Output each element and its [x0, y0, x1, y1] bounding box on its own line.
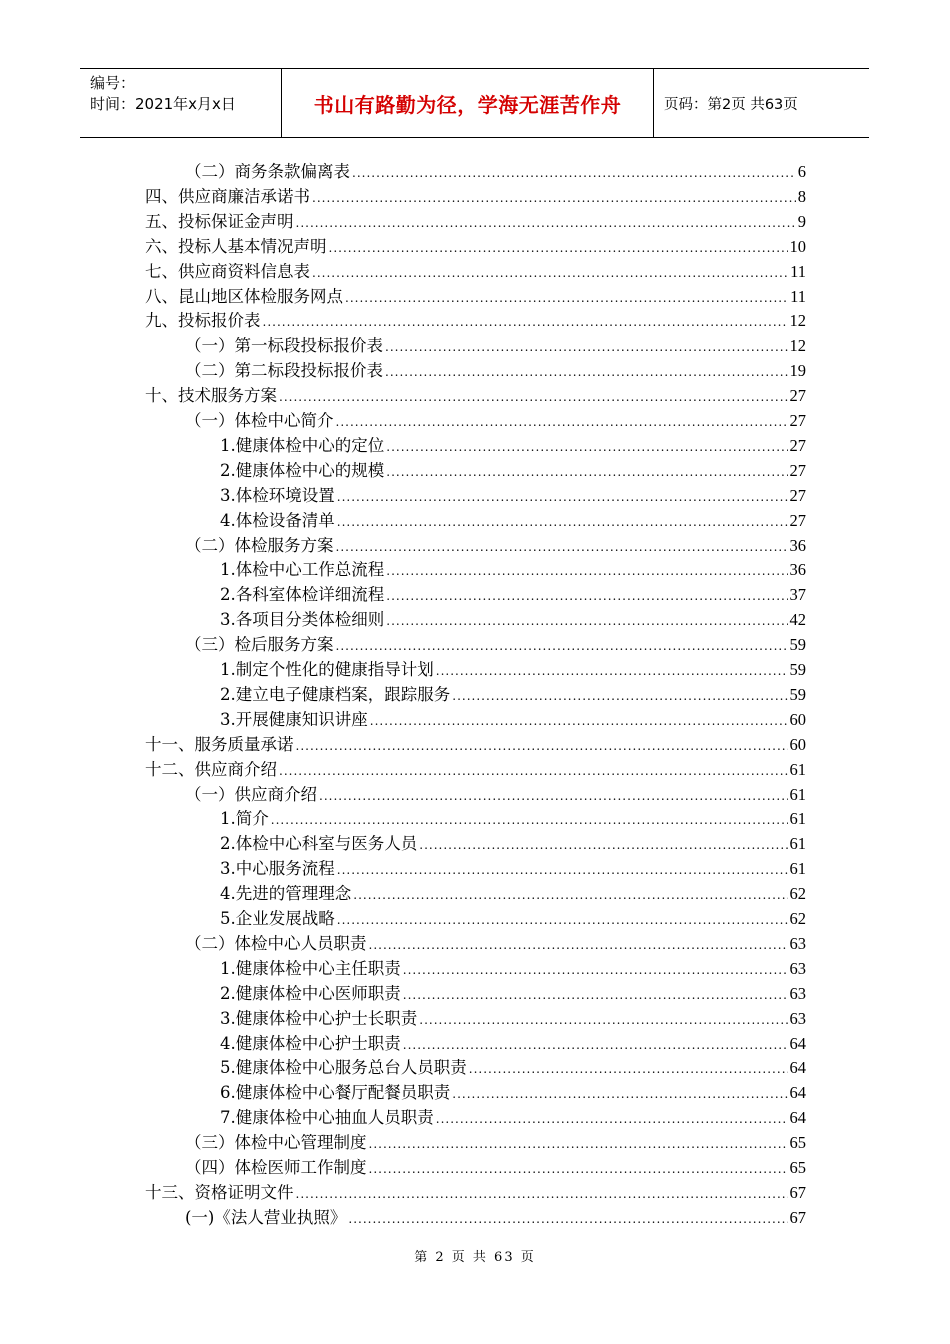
toc-entry-page: 65: [789, 1158, 806, 1177]
toc-entry[interactable]: [185, 359, 806, 383]
toc-entry-page: 8: [797, 186, 806, 206]
toc-entry-title: 1.简介: [220, 809, 269, 829]
toc-entry[interactable]: [185, 932, 806, 956]
toc-entry-page: 11: [790, 286, 806, 306]
toc-entry[interactable]: [185, 1131, 806, 1155]
toc-entry[interactable]: [220, 434, 806, 458]
toc-entry-title: 十一、服务质量承诺: [145, 734, 294, 754]
toc-entry-page: 36: [789, 560, 806, 580]
toc-entry[interactable]: [220, 683, 806, 707]
toc-entry-title: 2.健康体检中心医师职责: [220, 983, 401, 1003]
toc-entry-page: 59: [789, 635, 806, 655]
toc-entry[interactable]: [145, 758, 806, 782]
toc-entry[interactable]: [220, 1032, 806, 1056]
toc-entry-title: 十、技术服务方案: [145, 386, 277, 406]
toc-leader-dots: [312, 261, 788, 285]
toc-entry-title: 六、投标人基本情况声明: [145, 236, 327, 256]
toc-leader-dots: [385, 335, 788, 359]
toc-entry-page: 62: [789, 884, 806, 904]
toc-entry[interactable]: [185, 1156, 806, 1180]
toc-entry-title: 1.体检中心工作总流程: [220, 560, 385, 580]
toc-entry-title: 3.各项目分类体检细则: [220, 610, 385, 630]
toc-entry[interactable]: [145, 210, 806, 234]
toc-entry-title: 2.建立电子健康档案，跟踪服务: [220, 684, 451, 704]
toc-entry-page: 63: [789, 1008, 806, 1028]
toc-entry[interactable]: [145, 1181, 806, 1205]
page-footer: 第 2 页 共 63 页: [414, 1250, 536, 1265]
toc-entry[interactable]: [220, 1007, 806, 1031]
toc-leader-dots: [352, 161, 796, 185]
toc-entry-page: 42: [789, 610, 806, 630]
toc-entry-title: 5.健康体检中心服务总台人员职责: [220, 1058, 467, 1078]
toc-entry-title: 1.健康体检中心的定位: [220, 435, 385, 455]
toc-entry-title: （一）体检中心简介: [185, 411, 334, 430]
toc-entry-page: 61: [789, 859, 806, 879]
toc-leader-dots: [386, 460, 787, 484]
toc-leader-dots: [337, 908, 788, 932]
toc-entry[interactable]: [220, 807, 806, 831]
toc-entry-title: 3.健康体检中心护士长职责: [220, 1008, 418, 1028]
toc-leader-dots: [369, 933, 788, 957]
toc-leader-dots: [403, 1033, 788, 1057]
toc-entry-title: （一）第一标段投标报价表: [185, 336, 383, 356]
toc-entry[interactable]: [220, 882, 806, 906]
toc-leader-dots: [369, 1157, 788, 1181]
toc-entry[interactable]: [220, 1056, 806, 1080]
header-date: 时间：2021年x月x日: [90, 95, 236, 113]
header-meta: [80, 69, 282, 137]
toc-entry-page: 64: [789, 1108, 806, 1128]
toc-entry[interactable]: [185, 783, 806, 807]
toc-entry[interactable]: [220, 1106, 806, 1130]
toc-entry[interactable]: [145, 384, 806, 408]
toc-entry-title: （三）检后服务方案: [185, 635, 334, 655]
toc-entry[interactable]: [220, 1081, 806, 1105]
toc-entry-page: 27: [789, 411, 806, 430]
toc-leader-dots: [386, 559, 787, 583]
toc-entry-title: 十三、资格证明文件: [145, 1182, 294, 1202]
toc-leader-dots: [336, 410, 788, 434]
toc-entry[interactable]: [220, 957, 806, 981]
toc-entry[interactable]: [220, 484, 806, 508]
toc-entry-page: 27: [789, 460, 806, 480]
toc-entry-title: 七、供应商资料信息表: [145, 261, 310, 281]
page-header: [80, 68, 869, 138]
toc-entry-title: 九、投标报价表: [145, 311, 261, 331]
toc-leader-dots: [319, 784, 788, 808]
toc-leader-dots: [336, 634, 788, 658]
toc-entry-title: 2.各科室体检详细流程: [220, 585, 385, 605]
toc-entry-title: 十二、供应商介绍: [145, 759, 277, 779]
toc-leader-dots: [296, 211, 796, 235]
toc-leader-dots: [271, 808, 788, 832]
toc-entry[interactable]: [220, 708, 806, 732]
toc-entry-page: 61: [789, 759, 806, 779]
toc-entry[interactable]: [185, 409, 806, 433]
toc-leader-dots: [386, 584, 787, 608]
toc-entry-title: 2.体检中心科室与医务人员: [220, 834, 418, 854]
toc-entry-page: 19: [789, 361, 806, 381]
toc-entry[interactable]: [220, 658, 806, 682]
toc-entry-page: 59: [789, 684, 806, 704]
toc-entry-title: （二）第二标段投标报价表: [185, 361, 383, 381]
toc-leader-dots: [452, 1082, 787, 1106]
toc-leader-dots: [469, 1057, 788, 1081]
toc-leader-dots: [337, 858, 788, 882]
toc-entry-title: （三）体检中心管理制度: [185, 1133, 367, 1153]
toc-leader-dots: [263, 310, 788, 334]
toc-entry-title: 五、投标保证金声明: [145, 211, 294, 231]
toc-entry-title: 4.健康体检中心护士职责: [220, 1033, 401, 1053]
toc-leader-dots: [370, 709, 788, 733]
toc-entry-page: 65: [789, 1133, 806, 1153]
header-number: 编号：: [90, 74, 136, 92]
toc-leader-dots: [386, 435, 787, 459]
toc-entry-title: 3.开展健康知识讲座: [220, 709, 368, 729]
toc-entry[interactable]: [145, 185, 806, 209]
toc-entry-title: （一）供应商介绍: [185, 784, 317, 804]
toc-leader-dots: [436, 659, 788, 683]
toc-entry-title: 3.中心服务流程: [220, 859, 335, 879]
toc-leader-dots: [312, 186, 796, 210]
toc-entry-title: 2.健康体检中心的规模: [220, 460, 385, 480]
toc-entry-page: 37: [789, 585, 806, 605]
toc-leader-dots: [337, 510, 788, 534]
toc-entry-title: 5.企业发展战略: [220, 909, 335, 928]
toc-entry[interactable]: [220, 907, 806, 931]
toc-entry-page: 67: [789, 1207, 806, 1227]
toc-leader-dots: [337, 485, 788, 509]
toc-leader-dots: [353, 883, 787, 907]
toc-entry[interactable]: [185, 160, 806, 184]
toc-entry-page: 27: [789, 510, 806, 530]
toc-entry-page: 64: [789, 1058, 806, 1078]
toc-entry-page: 67: [789, 1182, 806, 1202]
header-page-info: 页码：第2页 共63页: [664, 96, 798, 113]
toc-entry[interactable]: [145, 285, 806, 309]
toc-entry-title: （二）体检服务方案: [185, 535, 334, 555]
toc-entry-page: 61: [789, 809, 806, 829]
toc-entry-title: 1.制定个性化的健康指导计划: [220, 660, 434, 679]
toc-entry[interactable]: [145, 260, 806, 284]
toc-leader-dots: [296, 1182, 788, 1206]
toc-entry[interactable]: [145, 733, 806, 757]
toc-entry-page: 12: [789, 336, 806, 356]
toc-entry-title: 1.健康体检中心主任职责: [220, 958, 401, 978]
toc-entry[interactable]: [185, 633, 806, 657]
toc-entry-title: （四）体检医师工作制度: [185, 1158, 367, 1177]
toc-entry-page: 36: [789, 535, 806, 555]
toc-entry-page: 9: [797, 211, 806, 231]
toc-entry-title: 4.先进的管理理念: [220, 884, 352, 904]
toc-entry-page: 63: [789, 983, 806, 1003]
toc-leader-dots: [436, 1107, 788, 1131]
toc-entry-page: 27: [789, 435, 806, 455]
toc-entry-page: 64: [789, 1083, 806, 1103]
toc-entry-title: （二）体检中心人员职责: [185, 933, 367, 953]
toc-entry-page: 61: [789, 834, 806, 854]
toc-entry[interactable]: [220, 608, 806, 632]
toc-entry[interactable]: [185, 334, 806, 358]
toc-entry-page: 61: [789, 784, 806, 804]
toc-leader-dots: [452, 684, 787, 708]
toc-leader-dots: [385, 360, 788, 384]
toc-entry-page: 6: [797, 162, 806, 181]
toc-leader-dots: [369, 1132, 788, 1156]
toc-entry-page: 60: [789, 709, 806, 729]
toc-entry[interactable]: [145, 235, 806, 259]
toc-entry[interactable]: [220, 459, 806, 483]
toc-entry-page: 27: [789, 485, 806, 505]
toc-entry-page: 27: [789, 386, 806, 406]
toc-entry[interactable]: [220, 857, 806, 881]
toc-leader-dots: [296, 734, 788, 758]
toc-entry-page: 60: [789, 734, 806, 754]
toc-entry[interactable]: [220, 832, 806, 856]
toc-entry-title: 四、供应商廉洁承诺书: [145, 186, 310, 206]
toc-entry[interactable]: [185, 534, 806, 558]
toc-entry-page: 63: [789, 933, 806, 953]
toc-entry-title: 4.体检设备清单: [220, 510, 335, 530]
toc-entry-page: 63: [789, 958, 806, 978]
toc-entry-title: 3.体检环境设置: [220, 485, 335, 505]
toc-entry-title: 八、昆山地区体检服务网点: [145, 286, 343, 306]
toc-leader-dots: [279, 385, 788, 409]
toc-leader-dots: [348, 1207, 787, 1231]
toc-entry-page: 64: [789, 1033, 806, 1053]
toc-leader-dots: [419, 1008, 787, 1032]
toc-entry[interactable]: [185, 1206, 806, 1230]
toc-leader-dots: [336, 535, 788, 559]
toc-leader-dots: [419, 833, 787, 857]
toc-leader-dots: [403, 958, 788, 982]
toc-entry-title: (一)《法人营业执照》: [185, 1207, 347, 1227]
toc-leader-dots: [329, 236, 788, 260]
toc-entry-title: 6.健康体检中心餐厅配餐员职责: [220, 1083, 451, 1103]
header-motto: 书山有路勤为径，学海无涯苦作舟: [313, 92, 622, 117]
toc-entry-title: 7.健康体检中心抽血人员职责: [220, 1108, 434, 1128]
toc-entry-page: 12: [789, 311, 806, 331]
toc-entry[interactable]: [145, 309, 806, 333]
toc-entry[interactable]: [220, 509, 806, 533]
toc-entry-page: 10: [789, 236, 806, 256]
header-motto-cell: [282, 69, 654, 137]
toc-leader-dots: [279, 759, 788, 783]
toc-leader-dots: [386, 609, 787, 633]
toc-leader-dots: [345, 286, 788, 310]
toc-entry-title: （二）商务条款偏离表: [185, 162, 350, 181]
toc-entry-page: 62: [789, 909, 806, 928]
toc-entry[interactable]: [220, 982, 806, 1006]
toc-entry-page: 11: [790, 261, 806, 281]
toc-entry[interactable]: [220, 583, 806, 607]
toc-entry-page: 59: [789, 660, 806, 679]
toc-leader-dots: [403, 983, 788, 1007]
toc-entry[interactable]: [220, 558, 806, 582]
